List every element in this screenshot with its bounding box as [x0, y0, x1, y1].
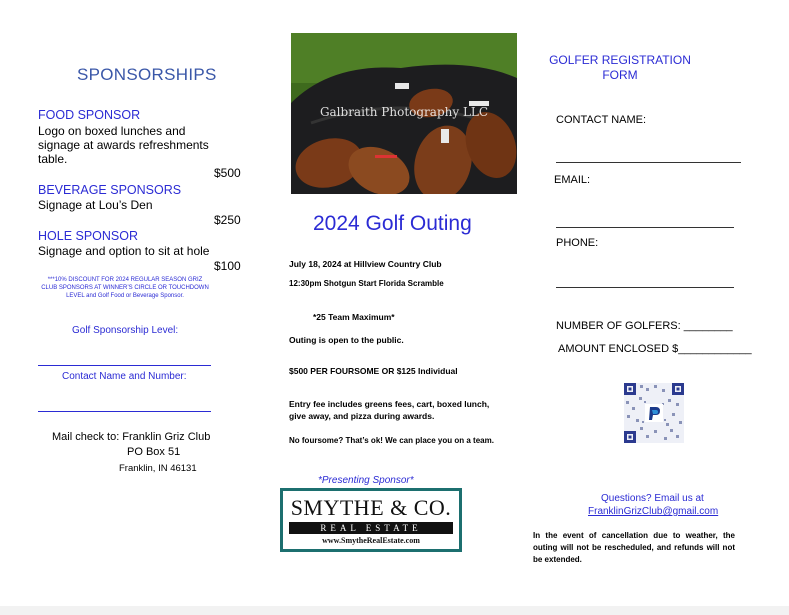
contact-name-number-line[interactable]	[38, 411, 211, 412]
smythe-co-logo	[280, 488, 462, 552]
cancellation-note: In the event of cancellation due to weather, the outing will not be rescheduled, and refunds will not be extended.	[533, 531, 735, 564]
food-sponsor-description: Logo on boxed lunches and signage at awards refreshments table.	[38, 124, 209, 166]
phone-line[interactable]	[556, 287, 734, 288]
hole-sponsor-heading: HOLE SPONSOR	[38, 229, 139, 243]
logo-tagline: REAL ESTATE	[289, 522, 453, 534]
hole-sponsor-price: $100	[214, 259, 241, 273]
mail-check-line1: Mail check to: Franklin Griz Club	[52, 431, 211, 443]
registration-title	[540, 53, 700, 83]
page-bottom-edge	[0, 606, 789, 615]
no-foursome-line: No foursome? That’s ok! We can place you on a team.	[289, 436, 494, 445]
pricing-line: $500 PER FOURSOME OR $125 Individual	[289, 366, 458, 376]
logo-name: SMYTHE & CO.	[290, 495, 452, 520]
email-label: EMAIL:	[554, 174, 591, 186]
event-title: 2024 Golf Outing	[313, 212, 472, 235]
open-to-public-line: Outing is open to the public.	[289, 335, 404, 345]
beverage-sponsor-description: Signage at Lou’s Den	[38, 198, 153, 212]
logo-url: www.SmytheRealEstate.com	[322, 536, 420, 545]
contact-name-line[interactable]	[556, 162, 741, 163]
food-sponsor-price: $500	[214, 166, 241, 180]
paypal-qr-code[interactable]	[624, 383, 684, 443]
number-of-golfers-field[interactable]: NUMBER OF GOLFERS: ________	[556, 320, 733, 332]
entry-fee-line: Entry fee includes greens fees, cart, boxed lunch, give away, and pizza during awards.	[289, 399, 490, 421]
questions-line: Questions? Email us at	[601, 493, 704, 504]
sponsorships-title: SPONSORSHIPS	[77, 65, 217, 84]
mail-check-line3: Franklin, IN 46131	[119, 463, 197, 474]
beverage-sponsor-heading: BEVERAGE SPONSORS	[38, 183, 182, 197]
presenting-sponsor-label: *Presenting Sponsor*	[318, 475, 414, 486]
team-maximum-line: *25 Team Maximum*	[313, 312, 395, 322]
email-line[interactable]	[556, 227, 734, 228]
registration-title-line1: GOLFER REGISTRATION	[549, 53, 691, 67]
discount-note: ***10% DISCOUNT FOR 2024 REGULAR SEASON GRIZ CLUB SPONSORS AT WINNER’S CIRCLE OR TOUCHDOWN LEVEL and Golf Food or Beverage Sponsor.	[41, 277, 209, 299]
contact-name-label: CONTACT NAME:	[556, 114, 647, 126]
amount-enclosed-field[interactable]: AMOUNT ENCLOSED $____________	[558, 343, 752, 355]
contact-name-number-label: Contact Name and Number:	[62, 371, 187, 382]
photo-watermark: Galbraith Photography LLC	[319, 105, 489, 119]
email-us-link[interactable]: FranklinGrizClub@gmail.com	[588, 506, 719, 517]
event-start-line: 12:30pm Shotgun Start Florida Scramble	[289, 279, 444, 288]
footballs-photo	[291, 33, 517, 194]
food-sponsor-heading: FOOD SPONSOR	[38, 108, 141, 122]
phone-label: PHONE:	[556, 237, 599, 249]
mail-check-line2: PO Box 51	[127, 446, 181, 458]
sponsorship-level-label: Golf Sponsorship Level:	[72, 325, 179, 336]
hole-sponsor-description: Signage and option to sit at hole	[38, 244, 210, 258]
event-date-line: July 18, 2024 at Hillview Country Club	[289, 259, 442, 269]
beverage-sponsor-price: $250	[214, 213, 241, 227]
sponsorship-level-line[interactable]	[38, 365, 211, 366]
registration-title-line2: FORM	[602, 68, 638, 82]
